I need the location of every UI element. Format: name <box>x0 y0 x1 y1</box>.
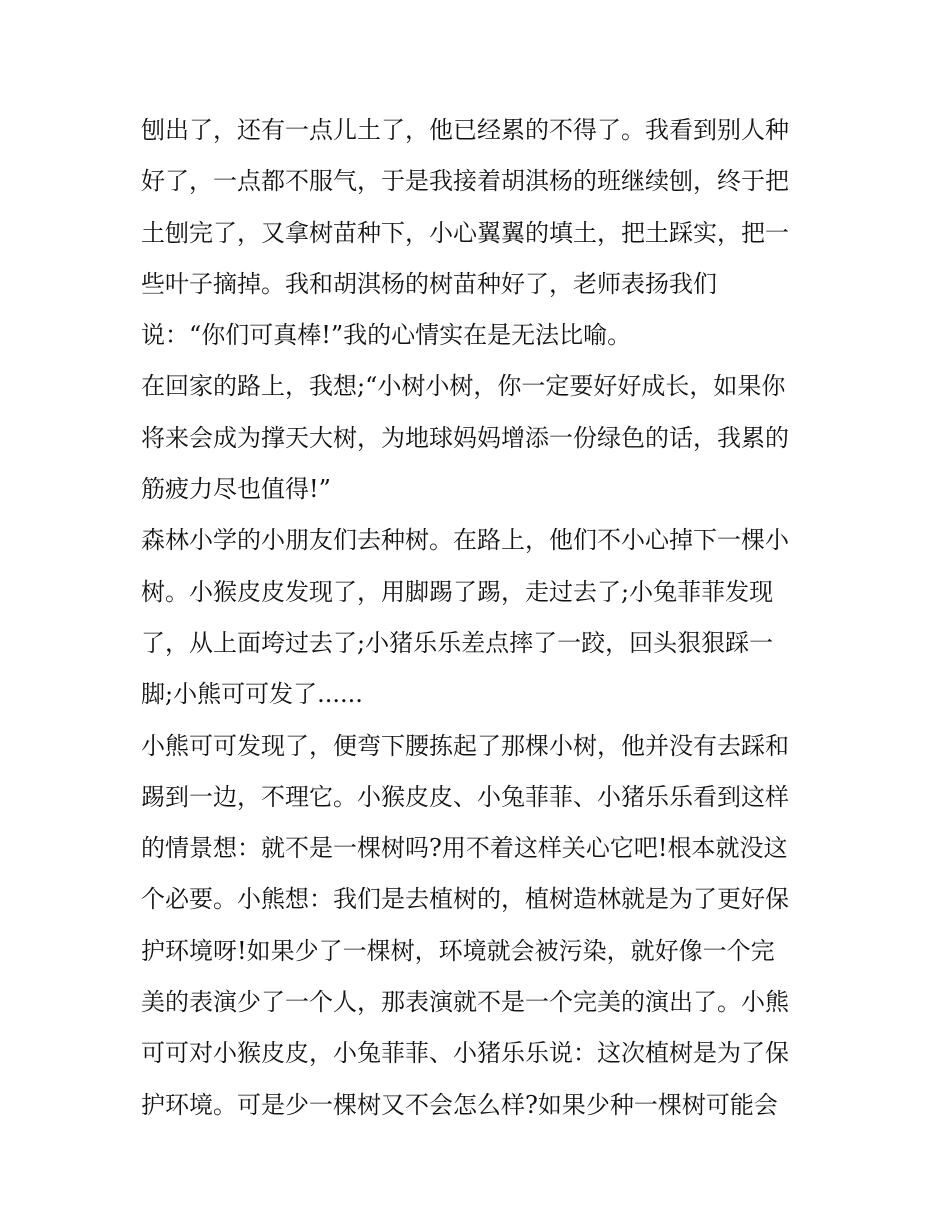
text-line: 的情景想：就不是一棵树吗?用不着这样关心它吧!根本就没这 <box>141 834 788 863</box>
text-line: 说：“你们可真棒!”我的心情实在是无法比喻。 <box>141 321 632 350</box>
text-line: 护环境。可是少一棵树又不会怎么样?如果少种一棵树可能会 <box>141 1090 778 1119</box>
text-line: 小熊可可发现了，便弯下腰拣起了那棵小树，他并没有去踩和 <box>141 731 789 760</box>
text-line: 将来会成为撑天大树，为地球妈妈增添一份绿色的话，我累的 <box>141 423 789 452</box>
text-line: 踢到一边，不理它。小猴皮皮、小兔菲菲、小猪乐乐看到这样 <box>141 782 789 811</box>
text-line: 可可对小猴皮皮，小兔菲菲、小猪乐乐说：这次植树是为了保 <box>141 1039 789 1068</box>
text-line: 些叶子摘掉。我和胡淇杨的树苗种好了，老师表扬我们 <box>141 269 717 298</box>
text-line: 树。小猴皮皮发现了，用脚踢了踢，走过去了;小兔菲菲发现 <box>141 577 774 606</box>
text-line: 护环境呀!如果少了一棵树，环境就会被污染，就好像一个完 <box>141 936 775 965</box>
text-line: 刨出了，还有一点儿土了，他已经累的不得了。我看到别人种 <box>141 116 789 144</box>
text-line: 了，从上面垮过去了;小猪乐乐差点摔了一跤，回头狠狠踩一 <box>141 628 774 657</box>
text-line: 好了，一点都不服气，于是我接着胡淇杨的班继续刨，终于把 <box>141 167 789 196</box>
text-line: 在回家的路上，我想;“小树小树，你一定要好好成长，如果你 <box>141 372 786 401</box>
text-line: 森林小学的小朋友们去种树。在路上，他们不小心掉下一棵小 <box>141 526 789 555</box>
text-line: 美的表演少了一个人，那表演就不是一个完美的演出了。小熊 <box>141 988 789 1017</box>
text-line: 脚;小熊可可发了...... <box>141 680 363 709</box>
text-line: 个必要。小熊想：我们是去植树的，植树造林就是为了更好保 <box>141 885 789 914</box>
text-line: 土刨完了，又拿树苗种下，小心翼翼的填土，把土踩实，把一 <box>141 218 789 247</box>
text-line: 筋疲力尽也值得!” <box>141 475 331 504</box>
body-text <box>141 105 821 1131</box>
